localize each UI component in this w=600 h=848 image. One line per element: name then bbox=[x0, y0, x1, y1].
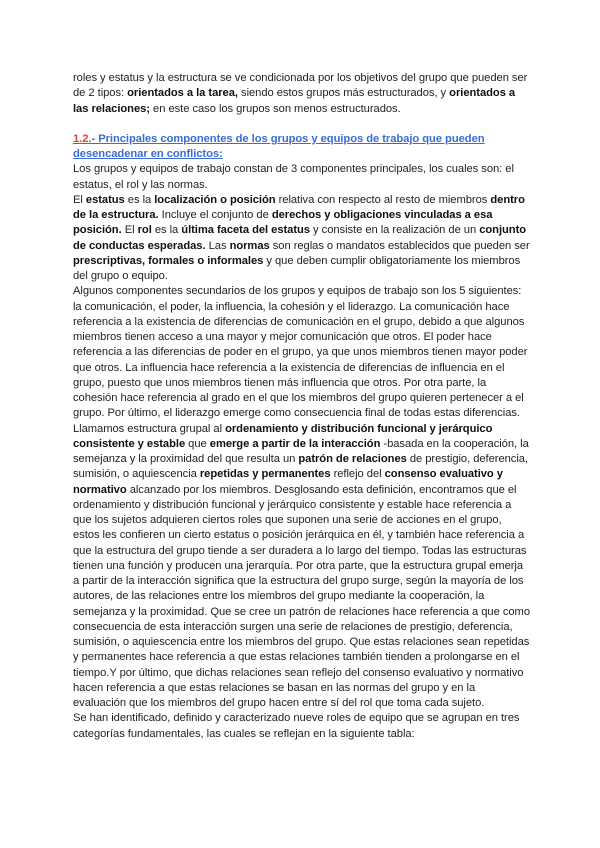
bold-text: última faceta del estatus bbox=[181, 224, 310, 237]
bold-text: localización o posición bbox=[154, 193, 276, 206]
bold-text: consenso evaluativo y normativo bbox=[73, 468, 503, 496]
bold-text: derechos y obligaciones vinculadas a esa posición. bbox=[73, 209, 493, 237]
text-run: El bbox=[73, 193, 86, 206]
text-run: Incluye el conjunto de bbox=[158, 209, 272, 221]
spacer bbox=[73, 117, 531, 132]
section-number: 1.2. bbox=[73, 132, 92, 145]
text-run: El bbox=[121, 224, 138, 237]
text-run: Se han identificado, definido y caracterizado nueve roles de equipo que se agrupan en tres categorías fundamentales, las cuales se reflejan en la siguiente tabla: bbox=[73, 712, 520, 740]
bold-text: repetidas y permanentes bbox=[199, 468, 331, 481]
bold-text: prescriptivas, formales o informales bbox=[73, 254, 264, 267]
paragraph-objectives bbox=[73, 71, 531, 117]
bold-text: dentro de la estructura. bbox=[73, 193, 525, 221]
bold-text: patrón de relaciones bbox=[298, 453, 407, 465]
text-run: es la bbox=[124, 193, 155, 206]
text-run: roles y estatus y la estructura se ve condicionada por los objetivos del grupo que pueden ser de 2 tipos: bbox=[73, 72, 528, 100]
paragraph-group-structure bbox=[73, 422, 531, 712]
paragraph-team-roles bbox=[73, 711, 531, 742]
text-run: de prestigio, deferencia, sumisión, o aquiescencia bbox=[73, 453, 529, 481]
bold-text: conjunto de conductas esperadas. bbox=[73, 224, 527, 252]
text-run: y consiste en la realización de un bbox=[309, 224, 480, 237]
text-run: que bbox=[185, 437, 210, 450]
text-run: relativa con respecto al resto de miembros bbox=[275, 193, 491, 206]
bold-text: rol bbox=[137, 224, 152, 237]
section-title: - Principales componentes de los grupos y equipos de trabajo que pueden desencadenar en conflictos: bbox=[73, 132, 485, 160]
text-run: Las bbox=[205, 239, 230, 252]
bold-text: normas bbox=[229, 239, 270, 252]
text-run: en este caso los grupos son menos estructurados. bbox=[149, 102, 401, 115]
bold-text: emerge a partir de la interacción bbox=[209, 437, 381, 450]
text-run: Algunos componentes secundarios de los grupos y equipos de trabajo son los 5 siguientes: la comunicación, el poder, la influencia, la cohesión y el liderazgo. La comunicación hace referencia a la existencia de diferencias de comunicación en el grupo, debido a que algunos miembros tienen acceso a una mayor y mejor comunicación que otros. El poder hace referencia a las diferencias de poder en el grupo, ya que unos miembros tienen mayor poder que otros. La influencia hace referencia a la existencia de diferencias de influencia en el grupo, puesto que unos miembros tienen más influencia que otros. Por otra parte, la cohesión hace referencia al grado en el que los miembros del grupo quieren pertenecer a el grupo. Por último, el liderazgo emerge como consecuencia final de todas estas diferencias. bbox=[73, 285, 528, 420]
text-run: siendo estos grupos más estructurados, y bbox=[237, 87, 450, 100]
bold-text: estatus bbox=[85, 193, 125, 206]
text-run: son reglas o mandatos establecidos que pueden ser bbox=[269, 239, 530, 252]
document-page bbox=[73, 71, 531, 742]
text-run: y que deben cumplir obligatoriamente los miembros del grupo o equipo. bbox=[73, 254, 521, 282]
bold-text: orientados a la tarea, bbox=[127, 87, 238, 100]
text-run: Llamamos estructura grupal al bbox=[73, 422, 226, 435]
bold-text: ordenamiento y distribución funcional y jerárquico consistente y estable bbox=[73, 422, 493, 450]
paragraph-components bbox=[73, 162, 531, 193]
text-run: Los grupos y equipos de trabajo constan de 3 componentes principales, los cuales son: el estatus, el rol y las normas. bbox=[73, 163, 514, 191]
paragraph-status-role-norms bbox=[73, 193, 531, 285]
bold-text: orientados a las relaciones; bbox=[73, 87, 516, 115]
text-run: -basada en la cooperación, la semejanza y la proximidad del que resulta un bbox=[73, 437, 529, 465]
text-run: es la bbox=[151, 224, 182, 237]
paragraph-secondary-components bbox=[73, 284, 531, 421]
section-heading bbox=[73, 132, 531, 163]
text-run: alcanzado por los miembros. Desglosando esta definición, encontramos que el ordenamiento y distribución funcional y jerárquico consistente y estable hace referencia a que los sujetos adquieren ciertos roles que suponen una serie de acciones en el grupo, estos les confieren un cierto estatus o posición jerárquica en él, y también hace referencia a que la estructura del grupo tiende a ser duradera a lo largo del tiempo. Todas las estructuras tienen una función y producen una jerarquía. Por otra parte, que la estructura grupal emerja a partir de la interacción significa que la estructura del grupo surge, según la mayoría de los autores, de las relaciones entre los miembros del grupo mediante la cooperación, la semejanza y la proximidad. Que se cree un patrón de relaciones hace referencia a que como consecuencia de esta interacción surgen una serie de relaciones de prestigio, deferencia, sumisión, o aquiescencia entre los miembros del grupo. Que estas relaciones sean repetidas y permanentes hace referencia a que estas relaciones también tienden a prolongarse en el tiempo.Y por último, que dichas relaciones sean reflejo del consenso evaluativo y normativo hacen referencia a que estas relaciones se basan en las normas del grupo y en la evaluación que los miembros del grupo hacen entre sí del rol que toma cada sujeto. bbox=[73, 483, 530, 709]
text-run: reflejo del bbox=[330, 468, 385, 481]
